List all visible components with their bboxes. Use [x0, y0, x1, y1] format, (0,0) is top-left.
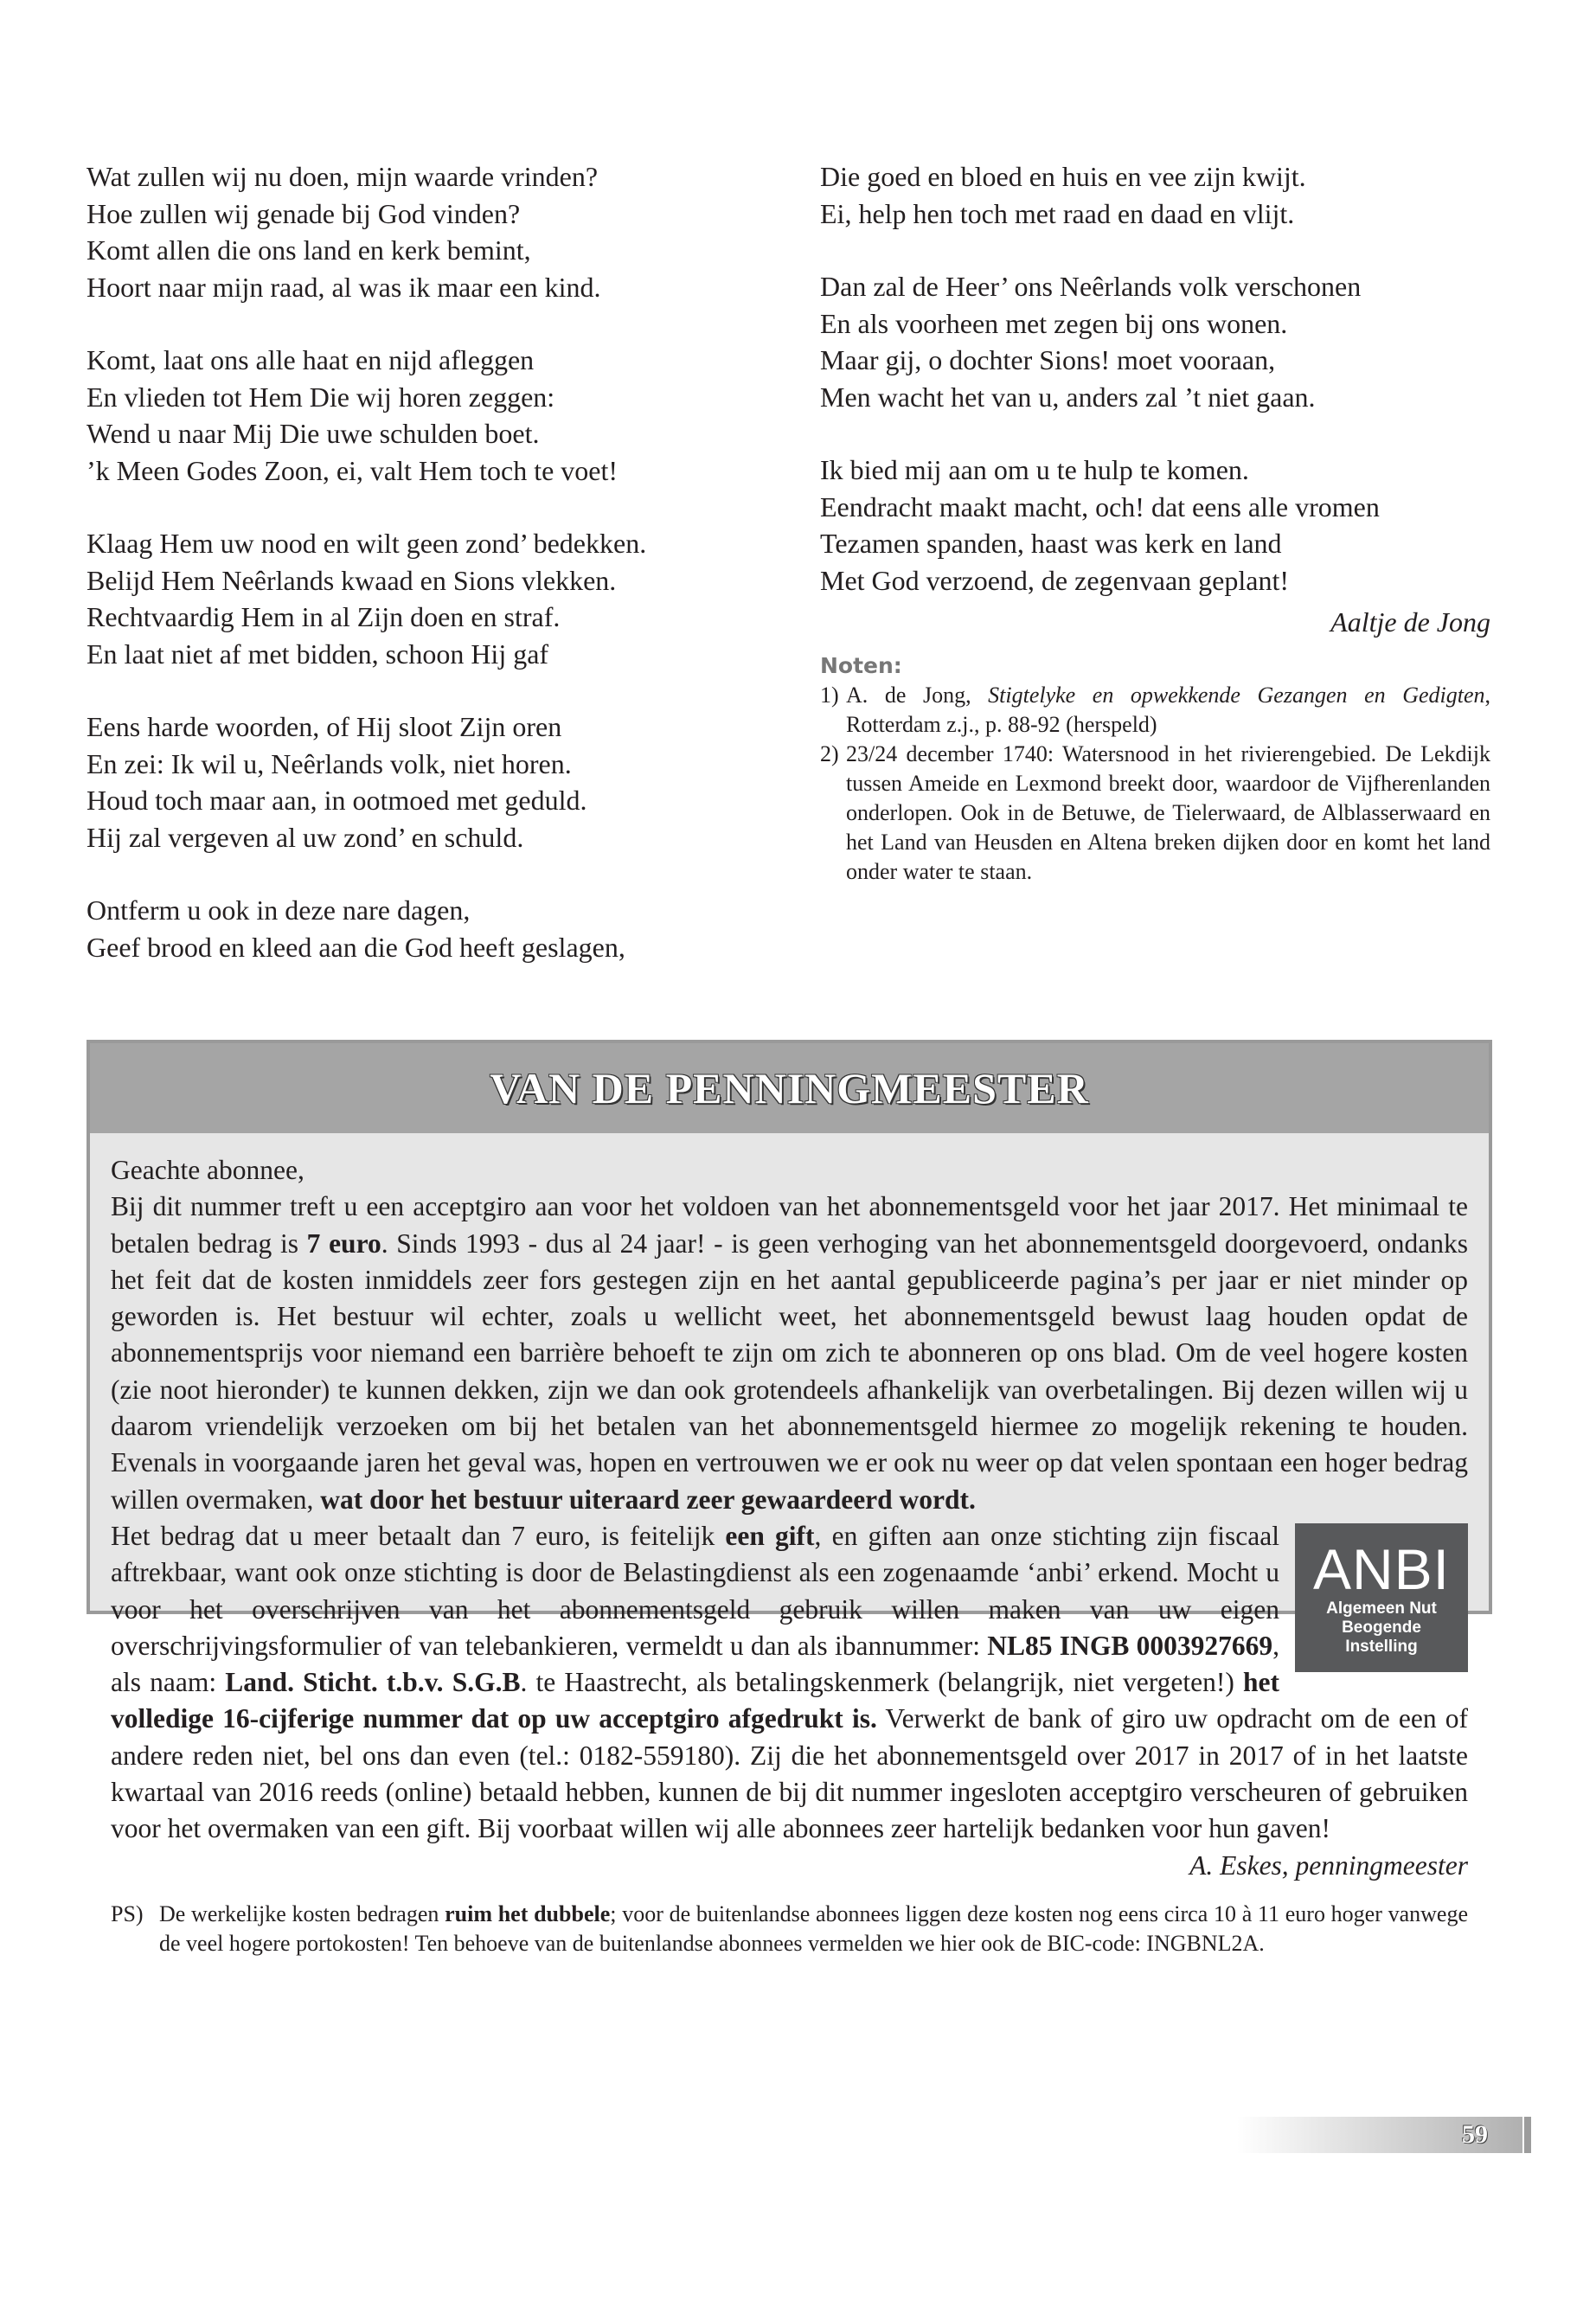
- page-number: 59: [1462, 2120, 1488, 2149]
- poem-stanza: [87, 708, 761, 856]
- box-header: [90, 1043, 1489, 1133]
- poem-stanza: [87, 892, 761, 965]
- poem-line: Komt, laat ons alle haat en nijd afleggen: [87, 344, 535, 375]
- text-part: De werkelijke kosten bedragen: [159, 1900, 445, 1926]
- anbi-logo-subtext: Beogende: [1342, 1618, 1421, 1637]
- ps-bold: ruim het dubbele: [445, 1900, 611, 1926]
- poem-line: Wat zullen wij nu doen, mijn waarde vrinden?: [87, 161, 599, 192]
- anbi-logo-subtext: Instelling: [1345, 1637, 1418, 1656]
- postscript: [90, 1891, 1489, 1958]
- note-text: 23/24 december 1740: Watersnood in het rivierengebied. De Lekdijk tussen Ameide en Lexmond breekt door, waardoor de Vijfherenlanden onderlopen. Ook in de Betuwe, de Tielerwaard, de Alblasserwaard en het Land van Heusden en Altena breken dijken door en komt het land onder water te staan.: [846, 740, 1490, 884]
- poem-line: Belijd Hem Neêrlands kwaad en Sions vlekken.: [87, 564, 617, 596]
- poem-line: Hij zal vergeven al uw zond’ en schuld.: [87, 821, 524, 853]
- note-book-title: Stigtelyke en opwekkende Gezangen en Gedigten: [988, 682, 1485, 708]
- poem-line: Hoe zullen wij genade bij God vinden?: [87, 197, 521, 229]
- note-item: [820, 740, 1490, 887]
- text-part: . te Haastrecht, als betalingskenmerk (belangrijk, niet vergeten!): [520, 1667, 1243, 1698]
- iban-number: NL85 INGB 0003927669: [987, 1630, 1273, 1661]
- poem-line: Klaag Hem uw nood en wilt geen zond’ bedekken.: [87, 528, 647, 559]
- notes-list: [820, 681, 1490, 887]
- text-part: , en giften aan onze stichting zijn fiscaal aftrekbaar, want ook onze stichting is door de Belastingdienst als een zogenaamde ‘anbi’ erkend. Mocht u voor het overschrijven van het abonnementsgeld gebruik willen maken van uw eigen overschrijvingsformulier of van telebankieren, vermeldt u dan als ibannummer:: [111, 1520, 1280, 1661]
- note-number: 2): [820, 740, 839, 766]
- poem-line: Hoort naar mijn raad, al was ik maar een kind.: [87, 271, 601, 303]
- ps-text: [159, 1900, 1468, 1958]
- account-name: Land. Sticht. t.b.v. S.G.B: [225, 1667, 521, 1698]
- poem-line: En vlieden tot Hem Die wij horen zeggen:: [87, 381, 555, 413]
- poem-stanza: [87, 342, 761, 489]
- poem-line: Met God verzoend, de zegenvaan geplant!: [820, 564, 1289, 596]
- text-part: Verwerkt de bank of giro uw opdracht om de een of andere reden niet, bel ons dan even (tel.: 0182-559180). Zij die het abonnementsgeld over 2017 in 2017 of in het laatste kwartaal van 2016 reeds (online) betaald hebben, kunnen de bij dit nummer ingesloten acceptgiro verscheuren of gebruiken voor het overmaken van een gift. Bij voorbaat willen wij alle abonnees zeer hartelijk bedanken voor hun gaven!: [111, 1703, 1468, 1844]
- poem-line: Men wacht het van u, anders zal ’t niet gaan.: [820, 381, 1316, 413]
- text-part: ; voor de buitenlandse abonnees liggen deze kosten nog eens circa 10 à 11 euro hoger vanwege de veel hogere portokosten! Ten behoeve van de buitenlandse abonnees vermelden we hier ook de BIC-code: INGBNL2A.: [159, 1900, 1468, 1956]
- treasurer-box: [87, 1040, 1492, 1956]
- note-item: [820, 681, 1490, 740]
- poem-line: Ontferm u ook in deze nare dagen,: [87, 894, 471, 926]
- poem-line: En zei: Ik wil u, Neêrlands volk, niet horen.: [87, 747, 572, 779]
- box-body: [90, 1133, 1489, 1958]
- notes-title: Noten:: [820, 652, 902, 678]
- poem-line: Wend u naar Mij Die uwe schulden boet.: [87, 418, 540, 449]
- greeting: Geachte abonnee,: [111, 1155, 304, 1185]
- anbi-logo-subtext: Algemeen Nut: [1326, 1599, 1437, 1618]
- poem-line: Dan zal de Heer’ ons Neêrlands volk verschonen: [820, 271, 1362, 302]
- poem-left-column: [87, 158, 761, 1002]
- anbi-logo-text: ANBI: [1312, 1536, 1451, 1601]
- note-text-part: A. de Jong,: [846, 682, 989, 708]
- poem-line: Eens harde woorden, of Hij sloot Zijn oren: [87, 711, 562, 742]
- amount-bold: 7 euro: [306, 1227, 381, 1259]
- poem-line: Geef brood en kleed aan die God heeft geslagen,: [87, 931, 625, 963]
- poem-line: Houd toch maar aan, in ootmoed met geduld.: [87, 785, 587, 816]
- poem-stanza: [87, 525, 761, 672]
- page-number-bar: [1524, 2117, 1531, 2153]
- poem-line: Eendracht maakt macht, och! dat eens alle vromen: [820, 490, 1380, 522]
- note-text-part: , Rotterdam z.j., p. 88-92 (herspeld): [846, 682, 1490, 737]
- poem-line: Tezamen spanden, haast was kerk en land: [820, 528, 1282, 559]
- text-part: Bij dit nummer treft u een acceptgiro aan voor het voldoen van het abonnementsgeld voor het jaar 2017. Het minimaal te betalen bedrag is: [111, 1191, 1468, 1259]
- payment-reference-bold: het volledige 16-cijferige nummer dat op uw acceptgiro afgedrukt is.: [111, 1667, 1279, 1734]
- poem-line: Ei, help hen toch met raad en daad en vlijt.: [820, 197, 1295, 229]
- ps-label: PS): [111, 1900, 144, 1926]
- poem-line: En laat niet af met bidden, schoon Hij gaf: [87, 638, 549, 670]
- text-part: Het bedrag dat u meer betaalt dan 7 euro, is feitelijk: [111, 1520, 726, 1551]
- note-text: [846, 681, 1490, 740]
- poem-stanza: [820, 452, 1490, 599]
- poem-stanza: [820, 268, 1490, 415]
- poem-line: ’k Meen Godes Zoon, ei, valt Hem toch te voet!: [87, 454, 619, 486]
- text-part: , als naam:: [111, 1630, 1279, 1698]
- note-number: 1): [820, 682, 839, 708]
- signature: A. Eskes, penningmeester: [1189, 1849, 1468, 1881]
- paragraph-2: [111, 1518, 1468, 1848]
- poem-stanza: [87, 158, 761, 305]
- poem-line: En als voorheen met zegen bij ons wonen.: [820, 307, 1288, 339]
- poem-line: Die goed en bloed en huis en vee zijn kwijt.: [820, 161, 1306, 192]
- text-part: . Sinds 1993 - dus al 24 jaar! - is geen verhoging van het abonnementsgeld doorgevoerd, ondanks het feit dat de kosten inmiddels zeer fors gestegen zijn en het aantal gepubliceerde pagina’s per jaar er niet minder op geworden is. Het bestuur wil echter, zoals u wellicht weet, het abonnementsgeld bewust laag houden opdat de abonnementsprijs voor niemand een barrière behoeft te zijn om zich te abonneren op ons blad. Om de veel hogere kosten (zie noot hieronder) te kunnen dekken, zijn we dan ook grotendeels afhankelijk van overbetalingen. Bij dezen willen wij u daarom vriendelijk verzoeken om bij het betalen van het abonnementsgeld hiermee zo mogelijk rekening te houden. Evenals in voorgaande jaren het geval was, hopen en vertrouwen we er ook nu weer op dat velen spontaan een hoger bedrag willen overmaken,: [111, 1227, 1468, 1515]
- poem-line: Komt allen die ons land en kerk bemint,: [87, 234, 531, 266]
- poem-stanza: [820, 158, 1490, 232]
- poem-author: Aaltje de Jong: [1330, 606, 1490, 638]
- anbi-logo: [1295, 1523, 1468, 1672]
- poem-line: Maar gij, o dochter Sions! moet vooraan,: [820, 344, 1276, 375]
- appreciation-bold: wat door het bestuur uiteraard zeer gewaardeerd wordt.: [320, 1484, 976, 1515]
- paragraph-1: [111, 1189, 1468, 1518]
- box-title: VAN DE PENNINGMEESTER: [490, 1064, 1089, 1112]
- poem-line: Rechtvaardig Hem in al Zijn doen en straf.: [87, 601, 561, 632]
- gift-bold: een gift: [725, 1520, 815, 1551]
- poem-line: Ik bied mij aan om u te hulp te komen.: [820, 454, 1249, 485]
- poem-right-column: [820, 158, 1490, 887]
